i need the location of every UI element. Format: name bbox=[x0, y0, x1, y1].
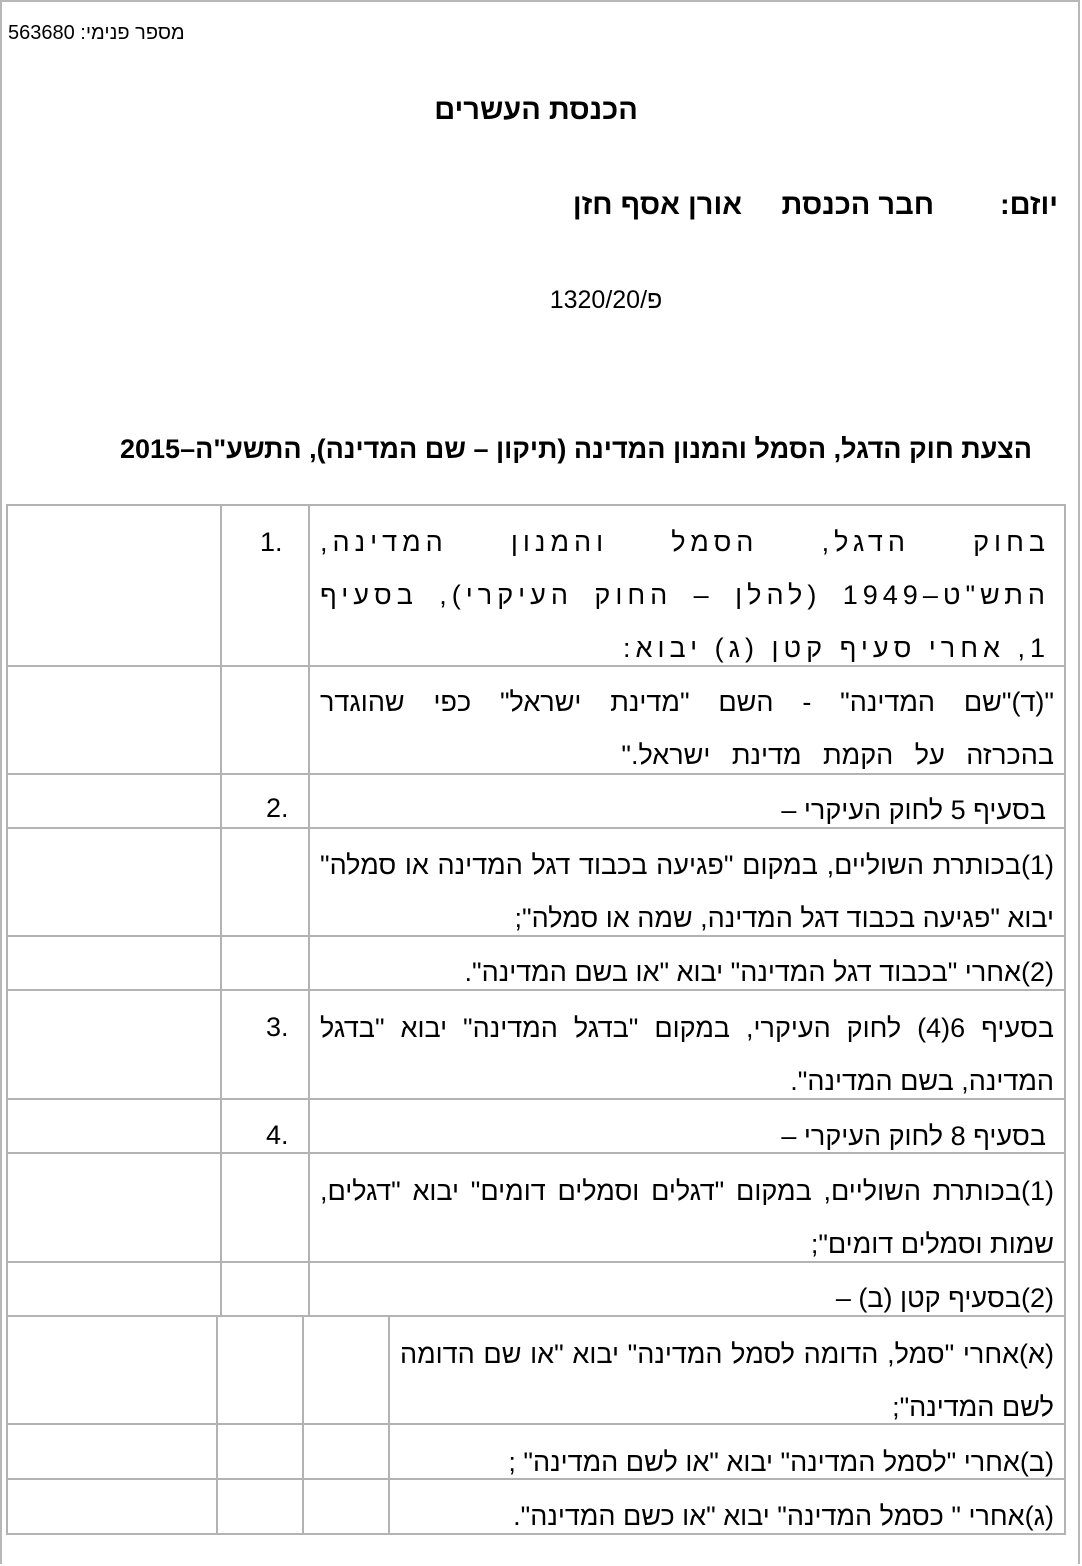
side-cell bbox=[6, 1315, 218, 1425]
side-cell bbox=[6, 989, 222, 1100]
side-cell bbox=[6, 1478, 218, 1535]
section-3-number: 3. bbox=[266, 1012, 289, 1042]
number-cell bbox=[220, 989, 310, 1100]
section-4-item-2: (2)בסעיף קטן (ב) – bbox=[835, 1283, 1054, 1313]
section-4-item-1: (1)בכותרת השוליים, במקום "דגלים וסמלים דומים" יבוא "דגלים, שמות וסמלים דומים"; bbox=[320, 1176, 1054, 1259]
number-cell bbox=[216, 1315, 304, 1425]
side-cell bbox=[6, 935, 222, 991]
section-4-sub-a: (א)אחרי "סמל, הדומה לסמל המדינה" יבוא "או שם הדומה לשם המדינה"; bbox=[400, 1339, 1054, 1422]
proposal-title: הצעת חוק הדגל, הסמל והמנון המדינה (תיקון – שם המדינה), התשע"ה–2015 bbox=[120, 434, 1032, 464]
side-cell bbox=[6, 504, 222, 667]
side-cell bbox=[6, 1152, 222, 1263]
indent-cell bbox=[302, 1423, 390, 1480]
section-1-text: בחוק הדגל, הסמל והמנון המדינה, התש"ט–1949 (להלן – החוק העיקרי), בסעיף 1, אחרי סעיף קטן (ג) יבוא: bbox=[320, 527, 1050, 663]
number-cell bbox=[220, 773, 310, 829]
initiator-title: חבר הכנסת bbox=[781, 189, 934, 221]
internal-number: מספר פנימי: 563680 bbox=[8, 22, 185, 44]
section-2-item-2: (2)אחרי "בכבוד דגל המדינה" יבוא "או בשם המדינה". bbox=[464, 957, 1054, 987]
number-cell bbox=[220, 1098, 310, 1154]
number-cell bbox=[220, 665, 310, 775]
side-cell bbox=[6, 1261, 222, 1317]
side-cell bbox=[6, 665, 222, 775]
indent-cell bbox=[302, 1315, 390, 1425]
side-cell bbox=[6, 1098, 222, 1154]
knesset-heading: הכנסת העשרים bbox=[434, 94, 638, 126]
number-cell bbox=[220, 1261, 310, 1317]
number-cell bbox=[216, 1478, 304, 1535]
section-2-text: בסעיף 5 לחוק העיקרי – bbox=[781, 795, 1046, 825]
initiator-label: יוזם: bbox=[999, 189, 1058, 221]
number-cell bbox=[220, 935, 310, 991]
section-2-number: 2. bbox=[266, 793, 289, 823]
initiator-name: אורן אסף חזן bbox=[572, 189, 742, 221]
section-1-inserted-definition: "(ד)"שם המדינה" - השם "מדינת ישראל" כפי שהוגדר בהכרזה על הקמת מדינת ישראל." bbox=[320, 687, 1054, 770]
indent-cell bbox=[302, 1478, 390, 1535]
number-cell bbox=[216, 1423, 304, 1480]
section-4-number: 4. bbox=[266, 1120, 289, 1150]
section-4-text: בסעיף 8 לחוק העיקרי – bbox=[781, 1121, 1046, 1151]
section-1-number: 1. bbox=[260, 527, 283, 557]
proposal-number: פ/1320/20 bbox=[549, 286, 663, 314]
section-3-text: בסעיף 6(4) לחוק העיקרי, במקום "בדגל המדינה" יבוא "בדגל המדינה, בשם המדינה". bbox=[320, 1013, 1054, 1096]
number-cell bbox=[220, 1152, 310, 1263]
section-4-sub-c: (ג)אחרי " כסמל המדינה" יבוא "או כשם המדינה". bbox=[513, 1501, 1054, 1531]
section-2-item-1: (1)בכותרת השוליים, במקום "פגיעה בכבוד דגל המדינה או סמלה" יבוא "פגיעה בכבוד דגל המדינה, שמה או סמלה"; bbox=[320, 850, 1054, 933]
side-cell bbox=[6, 827, 222, 937]
section-4-sub-b: (ב)אחרי "לסמל המדינה" יבוא "או לשם המדינה" ; bbox=[508, 1447, 1054, 1477]
number-cell bbox=[220, 827, 310, 937]
side-cell bbox=[6, 1423, 218, 1480]
side-cell bbox=[6, 773, 222, 829]
